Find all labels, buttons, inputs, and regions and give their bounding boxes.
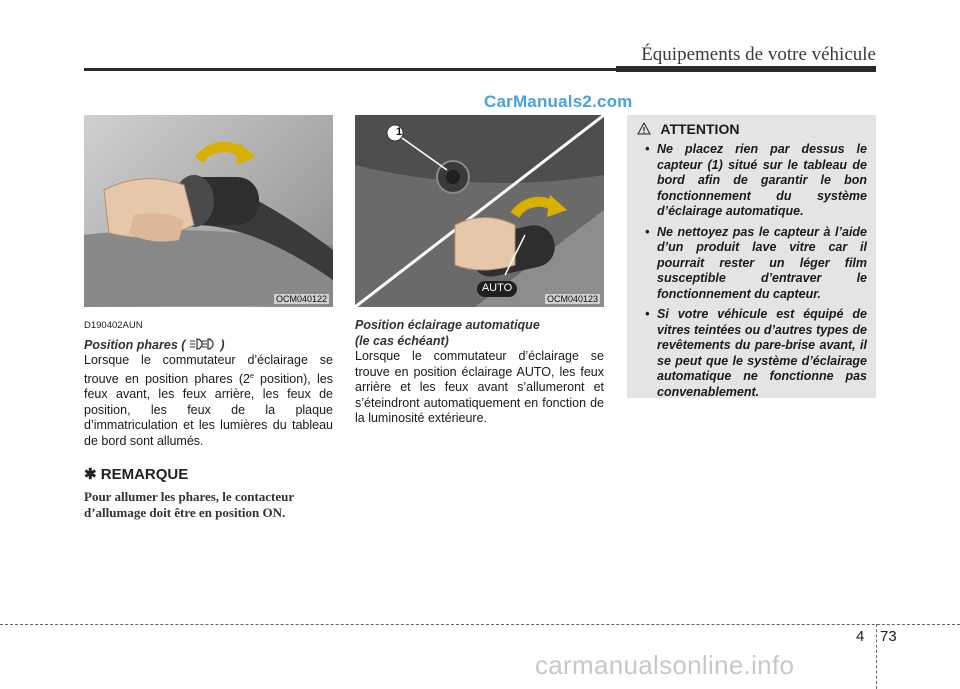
sensor-callout-number: 1 (395, 126, 403, 138)
footer-divider (876, 624, 877, 689)
figure-light-switch-headlamp (84, 115, 333, 307)
left-column (84, 318, 333, 521)
auto-light-illustration (355, 115, 604, 307)
warning-triangle-icon (637, 122, 651, 135)
body-text-part2: position), les feux avant, les feux arrière, les feux de position, les feux de la plaque d’immatriculation et les lumières du tableau de bord sont allumés. (84, 371, 333, 448)
attention-item-text: Ne nettoyez pas le capteur à l’aide d’un produit lave vitre car il pourrait rester un léger film susceptible d’entraver le fonctionnement du capteur. (657, 224, 867, 301)
remark-title: REMARQUE (100, 466, 189, 484)
bullet-dot-icon: • (645, 307, 650, 321)
body-text-part1: Lorsque le commutateur d’éclairage se trouve en position phares (2 (84, 353, 333, 386)
footer-rule (0, 624, 960, 625)
attention-item-text: Ne placez rien par dessus le capteur (1) situé sur le tableau de bord afin de garantir le bon fonctionnement du système d’éclairage automatique. (657, 142, 867, 218)
attention-box (627, 115, 876, 398)
auto-label: AUTO (481, 282, 513, 294)
remark-heading (84, 467, 333, 483)
bullet-dot-icon: • (645, 224, 650, 239)
watermark-bottom[interactable]: carmanualsonline.info (535, 650, 795, 680)
subtitle-auto-line2: (le cas échéant) (355, 333, 449, 348)
attention-title: ATTENTION (660, 121, 740, 137)
attention-heading (637, 121, 739, 137)
attention-list (645, 142, 867, 405)
cross-star-icon: ✱ (84, 466, 97, 484)
headlamp-icon (189, 338, 217, 350)
subtitle-auto-line1: Position éclairage automatique (355, 318, 540, 332)
watermark-top[interactable]: CarManuals2.com (484, 92, 633, 111)
subtitle-prefix: Position phares ( (84, 337, 186, 352)
middle-column (355, 318, 604, 427)
bullet-dot-icon: • (645, 142, 650, 156)
attention-item-text: Si votre véhicule est équipé de vitres teintées ou d’autres types de revêtements du pare-brise avant, il se peut que le système d’éclairage automatique ne fonctionne pas convenablement. (657, 307, 867, 399)
section-title: Équipements de votre véhicule (641, 44, 876, 65)
chapter-number: 4 (856, 628, 865, 645)
attention-item (645, 225, 867, 303)
subtitle-headlamp (84, 338, 333, 354)
ordinal-superscript: e (249, 372, 254, 380)
doc-code: D190402AUN (84, 320, 143, 331)
figure-code: OCM040123 (546, 294, 598, 304)
remark-text: Pour allumer les phares, le contacteur d’allumage doit être en position ON. (84, 488, 294, 520)
attention-item (645, 142, 867, 220)
figure-auto-light-sensor (355, 115, 604, 307)
subtitle-suffix: ) (220, 337, 225, 352)
headlamp-paragraph (84, 353, 333, 449)
figure-code: OCM040122 (275, 294, 327, 304)
attention-item (645, 307, 867, 400)
light-switch-illustration (84, 115, 333, 307)
auto-paragraph: Lorsque le commutateur d’éclairage se trouve en position éclairage AUTO, les feux arrière et les feux avant s’allumeront et s’éteindront automatiquement en fonction de la luminosité extérieure. (355, 349, 604, 425)
page-number: 73 (880, 628, 897, 645)
header-rule-accent (616, 66, 876, 72)
